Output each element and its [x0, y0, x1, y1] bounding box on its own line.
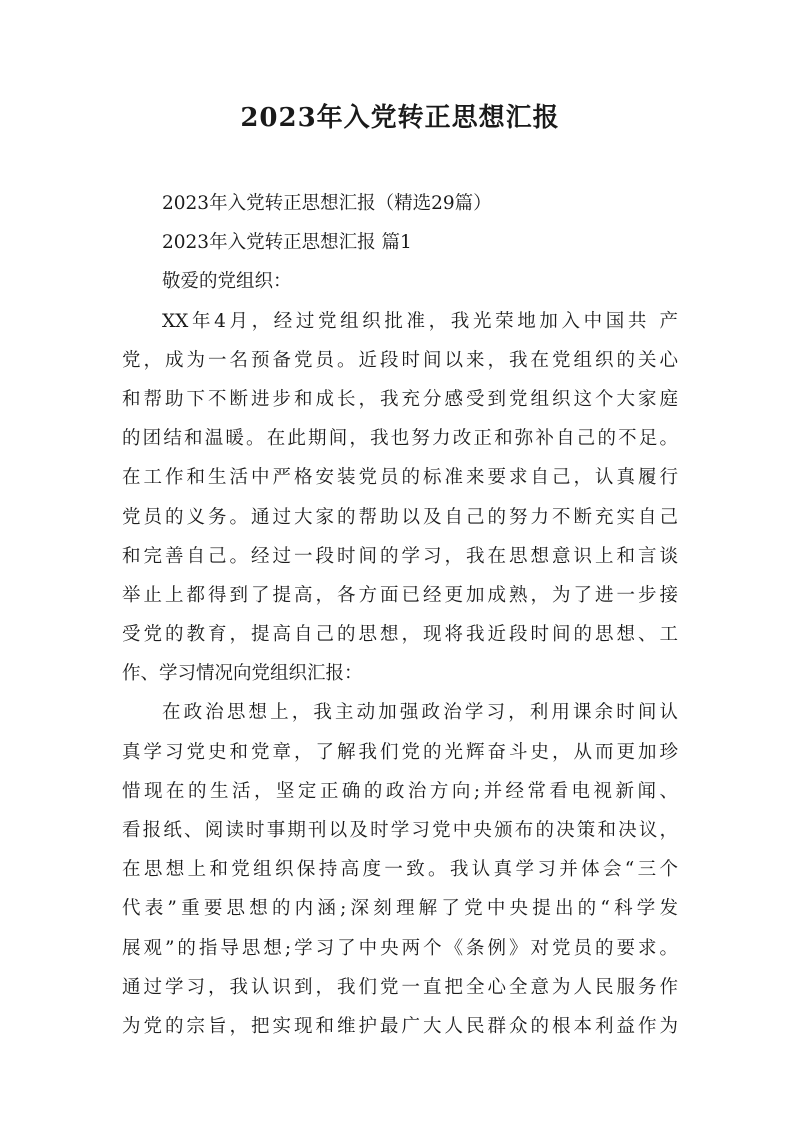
text-line: 和完善自己。经过一段时间的学习，我在思想意识上和言谈	[122, 545, 678, 567]
text-line: 惜现在的生活，坚定正确的政治方向;并经常看电视新闻、	[122, 780, 678, 802]
text-line: 在思想上和党组织保持高度一致。我认真学习并体会“三个	[122, 859, 678, 881]
text-line: 展观”的指导思想;学习了中央两个《条例》对党员的要求。	[122, 937, 678, 959]
text-line: 和帮助下不断进步和成长，我充分感受到党组织这个大家庭	[122, 388, 678, 410]
text-line: 的团结和温暖。在此期间，我也努力改正和弥补自己的不足。	[122, 428, 678, 450]
text-line: 真学习党史和党章，了解我们党的光辉奋斗史，从而更加珍	[122, 741, 678, 763]
text-line: 看报纸、阅读时事期刊以及时学习党中央颁布的决策和决议，	[122, 820, 678, 841]
text-line: 2023年入党转正思想汇报 篇1	[162, 232, 412, 254]
text-line: 2023年入党转正思想汇报（精选29篇）	[162, 193, 492, 214]
document-title: 2023年入党转正思想汇报	[240, 103, 560, 133]
text-line: 在政治思想上，我主动加强政治学习，利用课余时间认	[162, 702, 678, 724]
text-line: 敬爱的党组织：	[162, 271, 292, 293]
text-line: 在工作和生活中严格安装党员的标准来要求自己，认真履行	[122, 467, 678, 489]
text-line: 受党的教育，提高自己的思想，现将我近段时间的思想、工	[122, 624, 678, 646]
text-line: 通过学习，我认识到，我们党一直把全心全意为人民服务作	[122, 976, 678, 998]
text-line: 党，成为一名预备党员。近段时间以来，我在党组织的关心	[122, 349, 678, 371]
text-line: 举止上都得到了提高，各方面已经更加成熟，为了进一步接	[122, 584, 678, 606]
text-line: 为党的宗旨，把实现和维护最广大人民群众的根本利益作为	[122, 1015, 678, 1037]
document-body	[122, 184, 678, 1046]
text-line: 代表”重要思想的内涵;深刻理解了党中央提出的“科学发	[122, 898, 678, 920]
text-line: 党员的义务。通过大家的帮助以及自己的努力不断充实自己	[122, 506, 678, 528]
text-line: XX年4月，经过党组织批准，我光荣地加入中国共 产	[162, 310, 678, 332]
text-line: 作、学习情况向党组织汇报：	[122, 663, 363, 685]
